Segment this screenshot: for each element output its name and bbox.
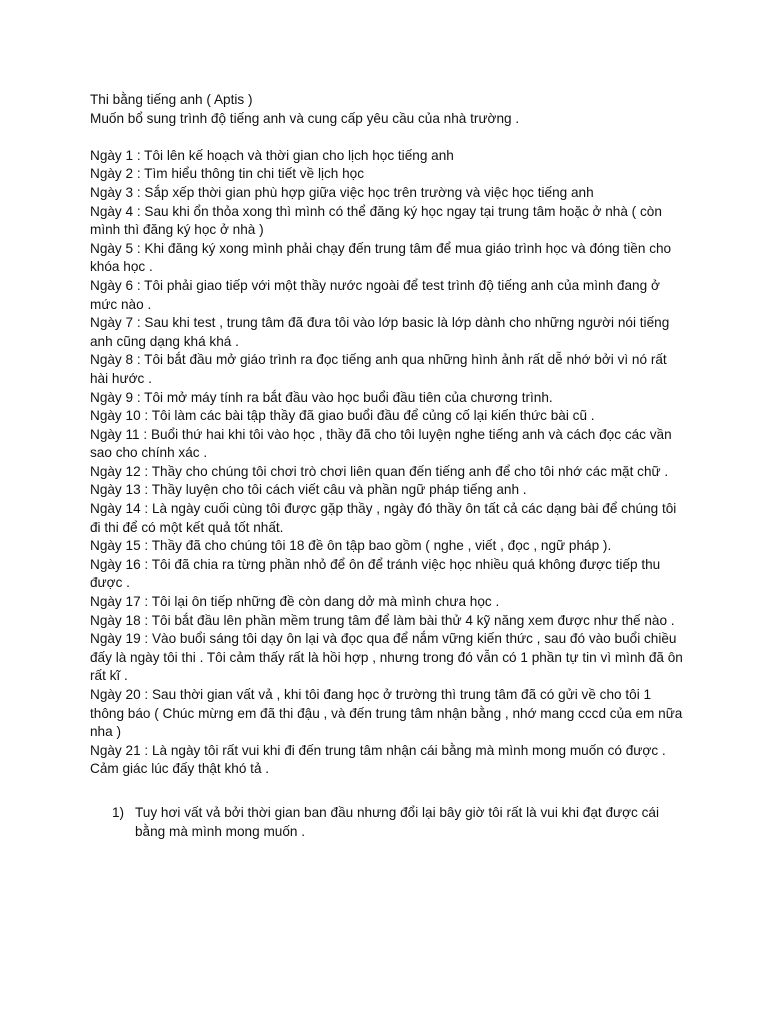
day-entry: Ngày 18 : Tôi bắt đầu lên phần mềm trung tâm để làm bài thử 4 kỹ năng xem được như thế nào . [90,612,675,628]
conclusion-text: Tuy hơi vất vả bởi thời gian ban đầu nhưng đổi lại bây giờ tôi rất là vui khi đạt được cái bằng mà mình mong muốn . [135,804,659,839]
day-entry: Ngày 8 : Tôi bắt đầu mở giáo trình ra đọc tiếng anh qua những hình ảnh rất dễ nhớ bởi vì nó rất hài hước . [90,352,667,386]
document-header [90,91,688,128]
document-title: Thi bằng tiếng anh ( Aptis ) [90,92,253,107]
day-entry: Ngày 20 : Sau thời gian vất vả , khi tôi đang học ở trường thì trung tâm đã có gửi về cho tôi 1 thông báo ( Chúc mừng em đã thi đậu , và đến trung tâm nhận bằng , nhớ mang cccd của em nữa nha ) [90,687,683,740]
day-entry: Ngày 3 : Sắp xếp thời gian phù hợp giữa việc học trên trường và việc học tiếng anh [90,184,594,200]
day-entry: Ngày 4 : Sau khi ổn thỏa xong thì mình có thể đăng ký học ngay tại trung tâm hoặc ở nhà ( còn mình thì đăng ký học ở nhà ) [90,203,662,238]
day-entry: Ngày 6 : Tôi phải giao tiếp với một thầy nước ngoài để test trình độ tiếng anh của mình đang ở mức nào . [90,277,660,312]
day-entry: Ngày 15 : Thầy đã cho chúng tôi 18 đề ôn tập bao gồm ( nghe , viết , đọc , ngữ pháp ). [90,538,612,554]
day-list [90,147,688,779]
day-entry: Ngày 13 : Thầy luyện cho tôi cách viết câu và phần ngữ pháp tiếng anh . [90,482,527,498]
conclusion-item [90,804,688,841]
day-entry: Ngày 19 : Vào buổi sáng tôi dạy ôn lại và đọc qua để nắm vững kiến thức , sau đó vào buổi chiều đấy là ngày tôi thi . Tôi cảm thấy rất là hồi hợp , nhưng trong đó vẫn có 1 phần tự tin vì mình đã ôn rất kĩ . [90,631,683,684]
day-entry: Ngày 11 : Buổi thứ hai khi tôi vào học , thầy đã cho tôi luyện nghe tiếng anh và cách đọc các vần sao cho chính xác . [90,426,672,461]
day-entry: Ngày 1 : Tôi lên kế hoạch và thời gian cho lịch học tiếng anh [90,147,454,163]
blank-line [90,128,688,147]
conclusion-list [90,804,688,841]
day-entry: Ngày 12 : Thầy cho chúng tôi chơi trò chơi liên quan đến tiếng anh để cho tôi nhớ các mặt chữ . [90,463,669,479]
list-number: 1) [112,804,125,820]
day-entry: Ngày 9 : Tôi mở máy tính ra bắt đầu vào học buổi đầu tiên của chương trình. [90,389,553,405]
document-intro: Muốn bổ sung trình độ tiếng anh và cung cấp yêu cầu của nhà trường . [90,110,520,126]
day-entry: Ngày 7 : Sau khi test , trung tâm đã đưa tôi vào lớp basic là lớp dành cho những người nói tiếng anh cũng dạng khá khá . [90,315,670,349]
day-entry: Ngày 17 : Tôi lại ôn tiếp những đề còn dang dở mà mình chưa học . [90,594,500,610]
day-entry: Ngày 14 : Là ngày cuối cùng tôi được gặp thầy , ngày đó thầy ôn tất cả các dạng bài để chúng tôi đi thi để có một kết quả tốt nhất. [90,501,677,535]
day-entry: Ngày 21 : Là ngày tôi rất vui khi đi đến trung tâm nhận cái bằng mà mình mong muốn có được . Cảm giác lúc đấy thật khó tả . [90,742,666,777]
day-entry: Ngày 16 : Tôi đã chia ra từng phần nhỏ để ôn để tránh việc học nhiều quá không được tiếp thu được . [90,556,661,591]
day-entry: Ngày 10 : Tôi làm các bài tập thầy đã giao buổi đầu để củng cố lại kiến thức bài cũ . [90,408,595,424]
day-entry: Ngày 5 : Khi đăng ký xong mình phải chạy đến trung tâm để mua giáo trình học và đóng tiền cho khóa học . [90,240,672,275]
day-entry: Ngày 2 : Tìm hiểu thông tin chi tiết về lịch học [90,166,365,182]
